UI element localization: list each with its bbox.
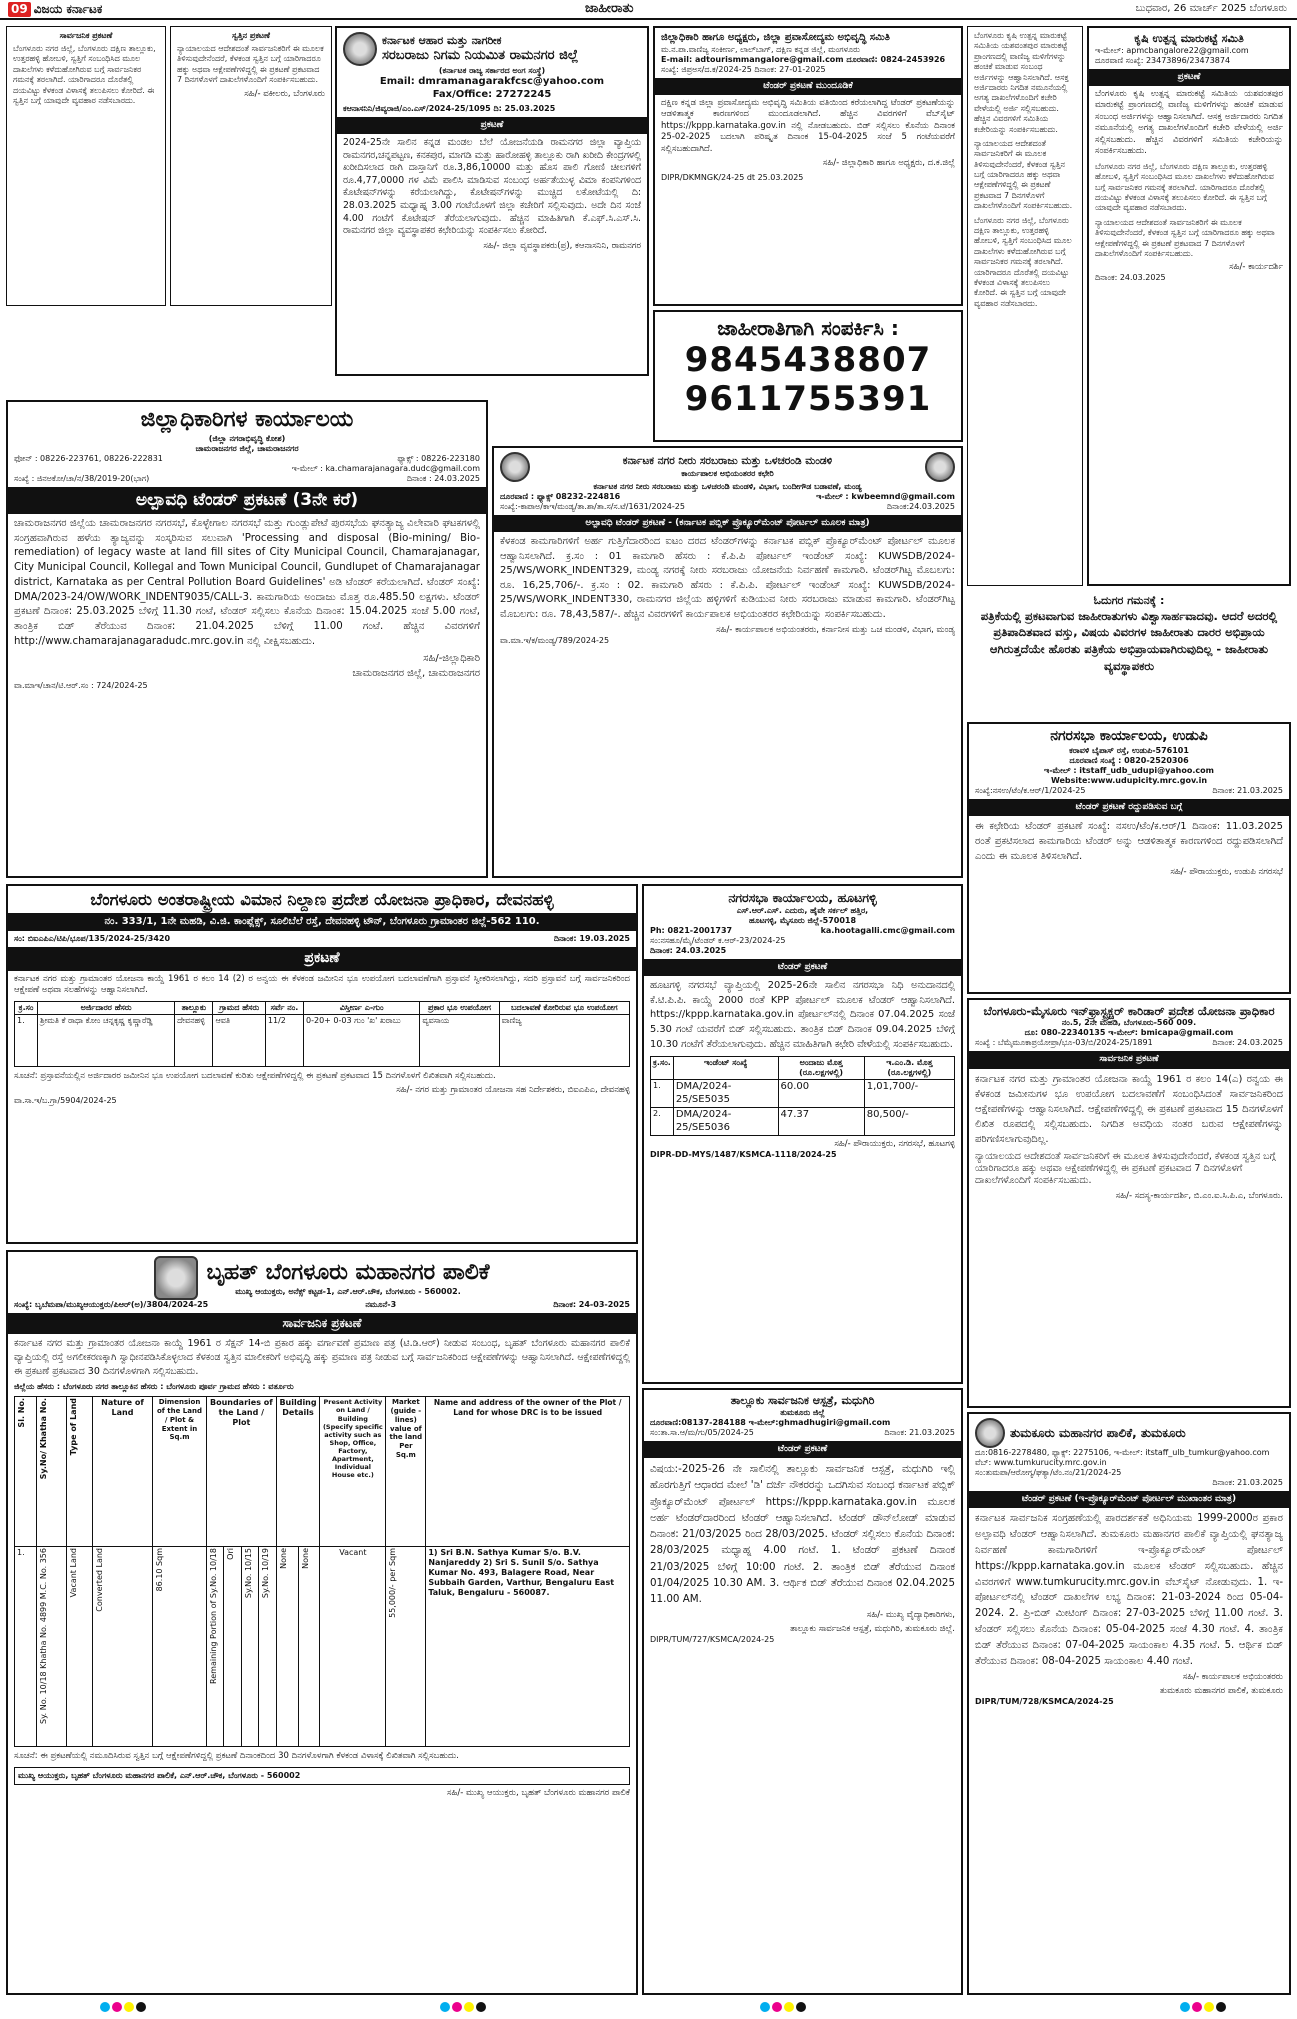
madhugiri-subtitle: ತುಮಕೂರು ಜಿಲ್ಲೆ xyxy=(780,1407,825,1417)
bmicapa-body: ಕರ್ನಾಟಕ ನಗರ ಮತ್ತು ಗ್ರಾಮಾಂತರ ಯೋಜನಾ ಕಾಯ್ದೆ 1961 ರ ಕಲಂ 14(ಎ) ರನ್ವಯ ಈ ಕೆಳಕಂಡ ಜಮೀನುಗಳ ಭೂ ಉಪಯೋಗ ಬದಲಾವಣೆಗೆ ಸಂಬಂಧಿಸಿದಂತೆ ಸಾರ್ವಜನಿಕರಿಂದ ಆಕ್ಷೇಪಣೆಗಳನ್ನು ಆಹ್ವಾನಿಸಲಾಗಿದೆ. ಆಕ್ಷೇಪಣೆಗಳಿದ್ದಲ್ಲಿ ಈ ಪ್ರಕಟಣೆ ಪ್ರಕಟವಾದ 15 ದಿನಗಳೊಳಗೆ ಲಿಖಿತ ರೂಪದಲ್ಲಿ ಸಲ್ಲಿಸಬಹುದು. ನಿಗದಿತ ಅವಧಿಯ ನಂತರ ಬರುವ ಆಕ್ಷೇಪಣೆಗಳನ್ನು ಪರಿಗಣಿಸಲಾಗುವುದಿಲ್ಲ. xyxy=(975,1073,1283,1145)
madhugiri-sign-2: ತಾಲ್ಲೂಕು ಸಾರ್ವಜನಿಕ ಆಸ್ಪತ್ರೆ, ಮಧುಗಿರಿ, ತುಮಕೂರು ಜಿಲ್ಲೆ. xyxy=(790,1624,955,1635)
table-cell: ವಾಣಿಜ್ಯ xyxy=(499,1014,629,1066)
col2-title: ಸ್ವತ್ತಿನ ಪ್ರಕಟಣೆ xyxy=(232,31,270,40)
hootagalli-table-header xyxy=(651,1057,955,1080)
bbmp-sign: ಸಹಿ/- ಮುಖ್ಯ ಆಯುಕ್ತರು, ಬೃಹತ್ ಬೆಂಗಳೂರು ಮಹಾನಗರ ಪಾಲಿಕೆ xyxy=(447,1787,630,1798)
col1-title: ಸಾರ್ವಜನಿಕ ಪ್ರಕಟಣೆ xyxy=(59,31,113,40)
food-title-2: ಸರಬರಾಜು ನಿಗಮ ನಿಯಮಿತ ರಾಮನಗರ ಜಿಲ್ಲೆ xyxy=(382,47,579,63)
bbmp-address: ಮುಖ್ಯ ಆಯುಕ್ತರು, ಅನೆಕ್ಸ್ ಕಟ್ಟಡ-1, ಎನ್.ಆರ್.ಚೌಕ, ಬೆಂಗಳೂರು - 560002. xyxy=(235,1286,461,1296)
hootagalli-address-1: ಎಸ್.ಆರ್.ಎಸ್. ಎದುರು, ಹೈವೇ ಸರ್ಕಲ್ ಹತ್ತಿರ, xyxy=(736,905,869,915)
table-cell: 47.37 xyxy=(778,1108,864,1136)
table-cell: 55,000/- per Sqm xyxy=(388,1548,398,1619)
table-cell: None xyxy=(300,1548,310,1570)
table-header-cell: ಕ್ರ.ಸಂ. xyxy=(651,1057,674,1080)
bmicapa-phone: ದೂ: 080-22340135 ಇ-ಮೇಲ್: bmicapa@gmail.com xyxy=(1024,1028,1234,1038)
bbmp-date: ದಿನಾಂಕ: 24-03-2025 xyxy=(553,1300,630,1309)
apmc-title: ಕೃಷಿ ಉತ್ಪನ್ನ ಮಾರುಕಟ್ಟೆ ಸಮಿತಿ xyxy=(1134,32,1244,45)
tumkur-sign-2: ತುಮಕೂರು ಮಹಾನಗರ ಪಾಲಿಕೆ, ತುಮಕೂರು xyxy=(1159,1686,1283,1696)
madhugiri-code: DIPR/TUM/727/KSMCA/2024-25 xyxy=(650,1634,775,1644)
bbmp-notice xyxy=(6,1250,638,1995)
tourism-sign: ಸಹಿ/- ಜಿಲ್ಲಾಧಿಕಾರಿ ಹಾಗೂ ಅಧ್ಯಕ್ಷರು, ದ.ಕ.ಜಿಲ್ಲೆ xyxy=(822,158,955,169)
cnr-fax: ಫ್ಯಾಕ್ಸ್ : 08226-223180 xyxy=(397,453,480,463)
food-fax: Fax/Office: 27272245 xyxy=(432,88,552,100)
karnataka-map-icon xyxy=(925,452,955,482)
table-header-cell: ತಾಲ್ಲೂಕು xyxy=(175,1001,213,1014)
cnr-bar: ಅಲ್ಪಾವಧಿ ಟೆಂಡರ್ ಪ್ರಕಟಣೆ (3ನೇ ಕರೆ) xyxy=(8,487,486,514)
bmicapa-ref: ಸಂಖ್ಯೆ : ಬೆಮೈಮೂಕಾಪ್ರಯೋಪ್ರಾ/ಭೂ-03/ಬಿ/2024-25/1891 xyxy=(975,1038,1153,1048)
kuwssb-logo xyxy=(500,452,530,482)
hootagalli-table xyxy=(650,1056,955,1136)
bial-title: ಬೆಂಗಳೂರು ಅಂತರಾಷ್ಟ್ರೀಯ ವಿಮಾನ ನಿಲ್ದಾಣ ಪ್ರದೇಶ ಯೋಜನಾ ಪ್ರಾಧಿಕಾರ, ದೇವನಹಳ್ಳಿ xyxy=(90,890,554,909)
table-header-cell: Boundaries of the Land / Plot xyxy=(207,1397,277,1547)
bial-sign: ಸಹಿ/- ನಗರ ಮತ್ತು ಗ್ರಾಮಾಂತರ ಯೋಜನಾ ಸಹ ನಿರ್ದೇಶಕರು, ಬಿಐಎಪಿಎ, ದೇವನಹಳ್ಳಿ xyxy=(396,1085,630,1096)
apmc-body-2: ಬೆಂಗಳೂರು ನಗರ ಜಿಲ್ಲೆ, ಬೆಂಗಳೂರು ದಕ್ಷಿಣ ತಾಲ್ಲೂಕು, ಉತ್ತರಹಳ್ಳಿ ಹೋಬಳಿ, ಸ್ವತ್ತಿಗೆ ಸಂಬಂಧಿಸಿದ ಮೂಲ ದಾಖಲೆಗಳು ಕಳೆದುಹೋಗಿರುವ ಬಗ್ಗೆ ಸಾರ್ವಜನಿಕರ ಗಮನಕ್ಕೆ ತರಲಾಗಿದೆ. ಯಾರಿಗಾದರೂ ದೊರೆತಲ್ಲಿ ದಯವಿಟ್ಟು ಕೆಳಕಂಡ ವಿಳಾಸಕ್ಕೆ ತಲುಪಿಸಲು ಕೋರಿದೆ. ಈ ಸ್ವತ್ತಿನ ಬಗ್ಗೆ ಯಾವುದೇ ವ್ಯವಹಾರ ನಡೆಸಬಾರದು. xyxy=(1095,161,1274,213)
udupi-sign: ಸಹಿ/- ಪೌರಾಯುಕ್ತರು, ಉಡುಪಿ ನಗರಸಭೆ xyxy=(1170,866,1283,877)
table-header-cell: Building Details xyxy=(276,1397,320,1547)
cnr-phone: ಫೋನ್ : 08226-223761, 08226-222831 xyxy=(14,453,163,463)
udupi-notice xyxy=(967,722,1291,994)
udupi-title: ನಗರಸಭಾ ಕಾರ್ಯಾಲಯ, ಉಡುಪಿ xyxy=(1050,728,1208,744)
kuwssb-subtitle: ಕಾರ್ಯಪಾಲಕ ಅಭಿಯಂತರರ ಕಛೇರಿ xyxy=(681,468,774,478)
kuwssb-email: ಇ-ಮೇಲ್ : kwbeemnd@gmail.com xyxy=(816,492,955,501)
bial-table xyxy=(14,1001,630,1067)
apmc-phone: ದೂರವಾಣಿ ಸಂಖ್ಯೆ: 23473896/23473874 xyxy=(1095,55,1231,65)
hootagalli-code: DIPR-DD-MYS/1487/KSMCA-1118/2024-25 xyxy=(650,1149,837,1159)
madhugiri-ref: ಸಂ:ತಾ.ಸಾ.ಆ/ಮ/ಗು/05/2024-25 xyxy=(650,1427,754,1437)
table-cell: 0-20+ 0-03 ಗುಂ 'ಖ' ಖರಾಬು xyxy=(304,1014,420,1066)
udupi-bar: ಟೆಂಡರ್ ಪ್ರಕಟಣೆ ರದ್ದುಪಡಿಸುವ ಬಗ್ಗೆ xyxy=(969,799,1289,816)
food-subtitle: (ಕರ್ನಾಟಕ ರಾಜ್ಯ ಸರ್ಕಾರದ ಅಂಗ ಸಂಸ್ಥೆ) xyxy=(438,66,546,75)
page-number: 09 xyxy=(8,2,31,17)
hootagalli-body: ಹೂಟಗಳ್ಳಿ ನಗರಸಭೆ ವ್ಯಾಪ್ತಿಯಲ್ಲಿ 2025-26ನೇ ಸಾಲಿನ ನಗರಸಭಾ ನಿಧಿ ಅನುದಾನದಲ್ಲಿ ಕೆ.ಟಿ.ಪಿ.ಪಿ. ಕಾಯ್ದೆ 2000 ರಂತೆ KPP ಪೋರ್ಟಲ್ ಮೂಲಕ ಟೆಂಡರ್ ಆಹ್ವಾನಿಸಲಾಗಿದೆ. https://kppp.karnataka.gov.in ಪೋರ್ಟಲ್‌ನಲ್ಲಿ ದಿನಾಂಕ 07.04.2025 ಸಂಜೆ 5.30 ಗಂಟೆ ಯವರೆಗೆ ಬಿಡ್ ಸಲ್ಲಿಸಬಹುದು. ತಾಂತ್ರಿಕ ಬಿಡ್ ದಿನಾಂಕ 09.04.2025 ಬೆಳಿಗ್ಗೆ 10.30 ಗಂಟೆಗೆ ತೆರೆಯಲಾಗುವುದು. ಹೆಚ್ಚಿನ ಮಾಹಿತಿಗಾಗಿ ಕಛೇರಿ ವೇಳೆಯಲ್ಲಿ ಸಂಪರ್ಕಿಸಬಹುದು. xyxy=(650,979,955,1050)
bbmp-bar: ಸಾರ್ವಜನಿಕ ಪ್ರಕಟಣೆ xyxy=(8,1313,636,1334)
tourism-ref: ಸಂಖ್ಯೆ: ಜಿಪ್ರಅಸ/ದ.ಕ/2024-25 ದಿನಾಂಕ: 27-01-2025 xyxy=(661,64,826,74)
hootagalli-date: ದಿನಾಂಕ: 24.03.2025 xyxy=(650,945,727,955)
cnr-subtitle: (ಜಿಲ್ಲಾ ನಗರಾಭಿವೃದ್ಧಿ ಕೋಶ) xyxy=(208,433,286,443)
contact-phone-1[interactable]: 9845438807 xyxy=(684,340,932,380)
section-title: ಜಾಹೀರಾತು xyxy=(585,1,634,16)
hootagalli-bar: ಟೆಂಡರ್ ಪ್ರಕಟಣೆ xyxy=(644,959,961,976)
kuwssb-code: ವಾ.ಮಾ.ಇ/ಕ/ಮಂಡ್ಯ/789/2024-25 xyxy=(500,635,610,645)
col3-body: ಬೆಂಗಳೂರು ಕೃಷಿ ಉತ್ಪನ್ನ ಮಾರುಕಟ್ಟೆ ಸಮಿತಿಯ ಯಶವಂತಪುರ ಮಾರುಕಟ್ಟೆ ಪ್ರಾಂಗಣದಲ್ಲಿ ವಾಣಿಜ್ಯ ಮಳಿಗೆಗಳನ್ನು ಹಂಚಿಕೆ ಮಾಡುವ ಸಂಬಂಧ ಅರ್ಜಿಗಳನ್ನು ಆಹ್ವಾನಿಸಲಾಗಿದೆ. ಆಸಕ್ತ ಅರ್ಜಿದಾರರು ನಿಗದಿತ ನಮೂನೆಯಲ್ಲಿ ಅಗತ್ಯ ದಾಖಲೆಗಳೊಂದಿಗೆ ಕಚೇರಿ ವೇಳೆಯಲ್ಲಿ ಅರ್ಜಿ ಸಲ್ಲಿಸಬಹುದು. ಹೆಚ್ಚಿನ ವಿವರಗಳಿಗೆ ಸಮಿತಿಯ ಕಚೇರಿಯನ್ನು ಸಂಪರ್ಕಿಸಬಹುದು. xyxy=(974,31,1069,134)
table-cell: 11/2 xyxy=(265,1014,303,1066)
table-cell: Remaining Portion of Sy.No. 10/18 xyxy=(209,1548,218,1685)
hootagalli-sign: ಸಹಿ/- ಪೌರಾಯುಕ್ತರು, ನಗರಸಭೆ, ಹೂಟಗಳ್ಳಿ xyxy=(834,1139,955,1150)
tumkur-date: ದಿನಾಂಕ: 21.03.2025 xyxy=(1212,1478,1283,1487)
madhugiri-title: ತಾಲ್ಲೂಕು ಸಾರ್ವಜನಿಕ ಆಸ್ಪತ್ರೆ, ಮಧುಗಿರಿ xyxy=(730,1394,875,1407)
table-header-cell: ಇಂಡೆಂಟ್ ಸಂಖ್ಯೆ xyxy=(673,1057,778,1080)
apmc-notice xyxy=(1087,26,1291,586)
udupi-phone: ದೂರವಾಣಿ ಸಂಖ್ಯೆ : 0820-2520306 xyxy=(1069,755,1189,765)
food-email: Email: dmramanagarakfcsc@yahoo.com xyxy=(379,76,605,87)
tourism-email: E-mail: adtourismmangalore@gmail.com ದೂರವಾಣಿ: 0824-2453926 xyxy=(661,54,946,64)
table-header-cell: ಸರ್ವೆ ನಂ. xyxy=(265,1001,303,1014)
food-sign: ಸಹಿ/- ಜಿಲ್ಲಾ ವ್ಯವಸ್ಥಾಪಕರು(ಪ್ರ), ಕಆನಾಸನಿನಿ, ರಾಮನಗರ xyxy=(483,240,641,251)
apmc-bar: ಪ್ರಕಟಣೆ xyxy=(1089,69,1289,86)
kuwssb-body: ಕೆಳಕಂಡ ಕಾಮಗಾರಿಗಳಿಗೆ ಅರ್ಹ ಗುತ್ತಿಗೆದಾರರಿಂದ ಐಟಂ ದರದ ಟೆಂಡರ್‌ಗಳನ್ನು ಕರ್ನಾಟಕ ಪಬ್ಲಿಕ್ ಪ್ರೊಕ್ಯೂರ್‌ಮೆಂಟ್ ಪೋರ್ಟಲ್ ಮೂಲಕ ಆಹ್ವಾನಿಸಲಾಗಿದೆ. ಕ್ರ.ಸಂ : 01 ಕಾಮಗಾರಿ ಹೆಸರು : ಕೆ.ಪಿ.ಪಿ ಪೋರ್ಟಲ್ ಇಂಡೆಂಟ್ ಸಂಖ್ಯೆ: KUWSDB/2024-25/WS/WORK_INDENT329, ಮಂಡ್ಯ ನಗರಕ್ಕೆ ನೀರು ಸರಬರಾಜು ಯೋಜನೆಯ ನಿರ್ವಹಣೆ ಕಾಮಗಾರಿ. ಟೆಂಡರ್‌ಗಿಟ್ಟ ಮೊಬಲಗು: ರೂ. 16,25,706/-. ಕ್ರ.ಸಂ : 02. ಕಾಮಗಾರಿ ಹೆಸರು : ಕೆ.ಪಿ.ಪಿ. ಪೋರ್ಟಲ್ ಇಂಡೆಂಟ್ ಸಂಖ್ಯೆ: KUWSDB/2024-25/WS/WORK_INDENT330, ರಾಮನಗರ ಜಿಲ್ಲೆಯ ಹಳ್ಳಿಗಳಿಗೆ ಕುಡಿಯುವ ನೀರು ಸರಬರಾಜು ಮಾಡುವ ಕಾಮಗಾರಿ. ಟೆಂಡರ್‌ಗಿಟ್ಟ ಮೊಬಲಗು: ರೂ. 78,43,587/-. ಹೆಚ್ಚಿನ ವಿವರಗಳಿಗೆ ಕಾರ್ಯಪಾಲಕ ಅಭಿಯಂತರರ ಕಛೇರಿಯನ್ನು ಸಂಪರ್ಕಿಸಬಹುದು. xyxy=(500,536,955,620)
bmicapa-notice xyxy=(967,998,1291,1408)
bbmp-form: ನಮೂನೆ-3 xyxy=(365,1300,397,1309)
bmicapa-title: ಬೆಂಗಳೂರು-ಮೈಸೂರು ಇನ್‌ಫ್ರಾಸ್ಟ್ರಕ್ಚರ್ ಕಾರಿಡಾರ್ ಪ್ರದೇಶ ಯೋಜನಾ ಪ್ರಾಧಿಕಾರ xyxy=(983,1004,1275,1018)
table-header-cell: Type of Land xyxy=(69,1398,78,1456)
col1-body: ಬೆಂಗಳೂರು ನಗರ ಜಿಲ್ಲೆ, ಬೆಂಗಳೂರು ದಕ್ಷಿಣ ತಾಲ್ಲೂಕು, ಉತ್ತರಹಳ್ಳಿ ಹೋಬಳಿ, ಸ್ವತ್ತಿಗೆ ಸಂಬಂಧಿಸಿದ ಮೂಲ ದಾಖಲೆಗಳು ಕಳೆದುಹೋಗಿರುವ ಬಗ್ಗೆ ಸಾರ್ವಜನಿಕರ ಗಮನಕ್ಕೆ ತರಲಾಗಿದೆ. ಯಾರಿಗಾದರೂ ದೊರೆತಲ್ಲಿ ದಯವಿಟ್ಟು ಕೆಳಕಂಡ ವಿಳಾಸಕ್ಕೆ ತಲುಪಿಸಲು ಕೋರಿದೆ. ಈ ಸ್ವತ್ತಿನ ಬಗ್ಗೆ ಯಾವುದೇ ವ್ಯವಹಾರ ನಡೆಸಬಾರದು. xyxy=(13,44,156,105)
table-header-cell: Dimension of the Land / Plot & Extent in Sq.m xyxy=(153,1397,207,1547)
chamarajanagar-notice xyxy=(6,400,488,878)
table-header-cell: ಇ.ಎಂ.ಡಿ. ಮೊತ್ತ (ರೂ.ಲಕ್ಷಗಳಲ್ಲಿ) xyxy=(864,1057,954,1080)
food-bar: ಪ್ರಕಟಣೆ xyxy=(337,117,647,134)
madhugiri-sign-1: ಸಹಿ/- ಮುಖ್ಯ ವೈದ್ಯಾಧಿಕಾರಿಗಳು, xyxy=(866,1610,955,1621)
udupi-body: ಈ ಕಛೇರಿಯ ಟೆಂಡರ್ ಪ್ರಕಟಣೆ ಸಂಖ್ಯೆ: ನಸಉ/ಟೆಂ/ಕ.ಆರ್/1 ದಿನಾಂಕ: 11.03.2025 ರಂತೆ ಪ್ರಕಟಿಸಲಾದ ಕಾಮಗಾರಿಯ ಟೆಂಡರ್ ಅನ್ನು ಆಡಳಿತಾತ್ಮಕ ಕಾರಣಗಳಿಂದ ರದ್ದುಪಡಿಸಲಾಗಿದೆ ಎಂದು ಈ ಮೂಲಕ ತಿಳಿಸಲಾಗಿದೆ. xyxy=(975,820,1283,862)
kuwssb-bar: ಅಲ್ಪಾವಧಿ ಟೆಂಡರ್ ಪ್ರಕಟಣೆ - (ಕರ್ನಾಟಕ ಪಬ್ಲಿಕ್ ಪ್ರೊಕ್ಯೂರ್‌ಮೆಂಟ್ ಪೋರ್ಟಲ್ ಮೂಲಕ ಮಾತ್ರ) xyxy=(494,515,961,532)
bmicapa-sign: ಸಹಿ/- ಸದಸ್ಯ-ಕಾರ್ಯದರ್ಶಿ, ಬಿ.ಎಂ.ಐ.ಸಿ.ಪಿ.ಎ, ಬೆಂಗಳೂರು. xyxy=(1115,1190,1283,1201)
table-header-cell: ಅರ್ಜಿದಾರರ ಹೆಸರು xyxy=(38,1001,175,1014)
kuwssb-phone: ದೂರವಾಣಿ : ಫ್ಯಾಕ್ಸ್ 08232-224816 xyxy=(500,492,621,501)
newspaper-name: ವಿಜಯ ಕರ್ನಾಟಕ xyxy=(33,2,103,16)
contact-title: ಜಾಹೀರಾತಿಗಾಗಿ ಸಂಪರ್ಕಿಸಿ : xyxy=(717,316,899,340)
kuwssb-sign: ಸಹಿ/- ಕಾರ್ಯಪಾಲಕ ಅಭಿಯಂತರರು, ಕರ್ನಾನೀಸ ಮತ್ತು ಒಚ ಮಂಡಳಿ, ವಿಭಾಗ, ಮಂಡ್ಯ xyxy=(716,625,955,636)
reader-notice-body: ಪತ್ರಿಕೆಯಲ್ಲಿ ಪ್ರಕಟವಾಗುವ ಜಾಹೀರಾತುಗಳು ವಿಶ್ವಾಸಾರ್ಹವಾದವು. ಆದರೆ ಅದರಲ್ಲಿ ಪ್ರತಿಪಾದಿತವಾದ ವಸ್ತು, ವಿಷಯ ವಿವರಗಳ ಜಾಹೀರಾತು ದಾರರ ಅಭಿಪ್ರಾಯ ಆಗಿರುತ್ತದೆಯೇ ಹೊರತು ಪತ್ರಿಕೆಯ ಅಭಿಪ್ರಾಯವಾಗಿರುವುದಿಲ್ಲ - ಜಾಹೀರಾತು ವ್ಯವಸ್ಥಾಪಕರು xyxy=(980,608,1278,673)
cnr-title: ಜಿಲ್ಲಾಧಿಕಾರಿಗಳ ಕಾರ್ಯಾಲಯ xyxy=(140,407,354,432)
kfcsc-logo xyxy=(343,32,377,66)
registration-marks xyxy=(1180,2002,1240,2014)
tourism-code: DIPR/DKMNGK/24-25 dt 25.03.2025 xyxy=(661,172,804,182)
table-header-cell: ವಿಸ್ತೀರ್ಣ ಎ-ಗುಂ xyxy=(304,1001,420,1014)
table-cell: ವ್ಯವಸಾಯ xyxy=(420,1014,499,1066)
bial-notice xyxy=(6,884,638,1244)
madhugiri-body: ವಿಷಯ:-2025-26 ನೇ ಸಾಲಿನಲ್ಲಿ ತಾಲ್ಲೂಕು ಸಾರ್ವಜನಿಕ ಆಸ್ಪತ್ರೆ, ಮಧುಗಿರಿ ಇಲ್ಲಿ ಹೊರಗುತ್ತಿಗೆ ಆಧಾರದ ಮೇಲೆ 'ಡಿ' ದರ್ಜೆ ನೌಕರರನ್ನು ಒದಗಿಸುವ ಸಂಬಂಧ ಕರ್ನಾಟಕ ಪಬ್ಲಿಕ್ ಪ್ರೊಕ್ಯೂರ್‌ಮೆಂಟ್ ಪೋರ್ಟಲ್ https://kppp.karnataka.gov.in ಮೂಲಕ ಅರ್ಹ ಟೆಂಡರ್‌ದಾರರಿಂದ ಟೆಂಡರ್ ಆಹ್ವಾನಿಸಲಾಗಿದೆ. ಟೆಂಡರ್ ಡೌನ್‌ಲೋಡ್ ಮಾಡುವ ದಿನಾಂಕ: 21/03/2025 ರಿಂದ 28/03/2025. ಟೆಂಡರ್ ಸಲ್ಲಿಸಲು ಕೊನೆಯ ದಿನಾಂಕ: 28/03/2025 ಮಧ್ಯಾಹ್ನ 4.00 ಗಂಟೆ. 1. ಟೆಂಡರ್ ಪ್ರಕಟಣೆ ದಿನಾಂಕ 21/03/2025 ಬೆಳಿಗ್ಗೆ 10:00 ಗಂಟೆ. 2. ತಾಂತ್ರಿಕ ಬಿಡ್ ತೆರೆಯುವ ದಿನಾಂಕ 01/04/2025 10.30 AM. 3. ಆರ್ಥಿಕ ಬಿಡ್ ತೆರೆಯುವ ದಿನಾಂಕ 02.04.2025 11.00 AM. xyxy=(650,1463,955,1606)
table-header-cell: ಕ್ರ.ಸಂ xyxy=(15,1001,38,1014)
bmicapa-bar: ಸಾರ್ವಜನಿಕ ಪ್ರಕಟಣೆ xyxy=(969,1051,1289,1068)
udupi-date: ದಿನಾಂಕ: 21.03.2025 xyxy=(1212,785,1283,795)
cnr-sign-2: ಚಾಮರಾಜನಗರ ಜಿಲ್ಲೆ, ಚಾಮರಾಜನಗರ xyxy=(352,668,480,680)
udupi-email: ಇ-ಮೇಲ್ : itstaff_udb_udupi@yahoo.com xyxy=(1044,765,1214,775)
table-header-cell: Sy.No/ Khatha No. xyxy=(39,1398,48,1480)
table-cell: ಆವತಿ xyxy=(213,1014,265,1066)
food-dept-notice xyxy=(335,26,649,376)
bial-note: ಸೂಚನೆ: ಪ್ರಸ್ತಾವನೆಯಲ್ಲಿನ ಅರ್ಜಿದಾರರ ಜಮೀನಿನ ಭೂ ಉಪಯೋಗ ಬದಲಾವಣೆ ಕುರಿತು ಆಕ್ಷೇಪಣೆಗಳಿದ್ದಲ್ಲಿ ಈ ಪ್ರಕಟಣೆ ಪ್ರಕಟವಾದ 15 ದಿನಗಳೊಳಗೆ ಲಿಖಿತವಾಗಿ ಸಲ್ಲಿಸಬಹುದು. xyxy=(14,1070,496,1081)
cnr-sign-1: ಸಹಿ/-ಜಿಲ್ಲಾಧಿಕಾರಿ xyxy=(423,652,480,664)
col2-body: ನ್ಯಾಯಾಲಯದ ಆದೇಶದಂತೆ ಸಾರ್ವಜನಿಕರಿಗೆ ಈ ಮೂಲಕ ತಿಳಿಸುವುದೇನೆಂದರೆ, ಕೆಳಕಂಡ ಸ್ವತ್ತಿನ ಬಗ್ಗೆ ಯಾರಿಗಾದರೂ ಹಕ್ಕು ಅಥವಾ ಆಕ್ಷೇಪಣೆಗಳಿದ್ದಲ್ಲಿ ಈ ಪ್ರಕಟಣೆ ಪ್ರಕಟವಾದ 7 ದಿನಗಳೊಳಗೆ ದಾಖಲೆಗಳೊಂದಿಗೆ ಸಂಪರ್ಕಿಸಬಹುದು. xyxy=(177,44,324,85)
tourism-bar: ಟೆಂಡರ್ ಪ್ರಕಟಣೆ ಮುಂದೂಡಿಕೆ xyxy=(655,78,961,95)
food-ref: ಕಆನಾಸನಿನಿ/ಜಿವ್ಯರಾಜಿ/ಎಂ.ಎಸ್/2024-25/1095 ದಿ: 25.03.2025 xyxy=(343,104,556,113)
col3-body-2: ನ್ಯಾಯಾಲಯದ ಆದೇಶದಂತೆ ಸಾರ್ವಜನಿಕರಿಗೆ ಈ ಮೂಲಕ ತಿಳಿಸುವುದೇನೆಂದರೆ, ಕೆಳಕಂಡ ಸ್ವತ್ತಿನ ಬಗ್ಗೆ ಯಾರಿಗಾದರೂ ಹಕ್ಕು ಅಥವಾ ಆಕ್ಷೇಪಣೆಗಳಿದ್ದಲ್ಲಿ ಈ ಪ್ರಕಟಣೆ ಪ್ರಕಟವಾದ 7 ದಿನಗಳೊಳಗೆ ದಾಖಲೆಗಳೊಂದಿಗೆ ಸಂಪರ್ಕಿಸಬಹುದು. xyxy=(974,138,1073,211)
tumkur-bar: ಟೆಂಡರ್ ಪ್ರಕಟಣೆ (ಇ-ಪ್ರೊಕ್ಯೂರ್‌ಮೆಂಟ್ ಪೋರ್ಟಲ್ ಮುಖಾಂತರ ಮಾತ್ರ) xyxy=(969,1491,1289,1508)
madhugiri-notice xyxy=(642,1388,963,1995)
table-cell: Vacant xyxy=(320,1547,386,1747)
apmc-body: ಬೆಂಗಳೂರು ಕೃಷಿ ಉತ್ಪನ್ನ ಮಾರುಕಟ್ಟೆ ಸಮಿತಿಯ ಯಶವಂತಪುರ ಮಾರುಕಟ್ಟೆ ಪ್ರಾಂಗಣದಲ್ಲಿ ವಾಣಿಜ್ಯ ಮಳಿಗೆಗಳನ್ನು ಹಂಚಿಕೆ ಮಾಡುವ ಸಂಬಂಧ ಅರ್ಜಿಗಳನ್ನು ಆಹ್ವಾನಿಸಲಾಗಿದೆ. ಆಸಕ್ತ ಅರ್ಜಿದಾರರು ನಿಗದಿತ ನಮೂನೆಯಲ್ಲಿ ಅಗತ್ಯ ದಾಖಲೆಗಳೊಂದಿಗೆ ಕಚೇರಿ ವೇಳೆಯಲ್ಲಿ ಅರ್ಜಿ ಸಲ್ಲಿಸಬಹುದು. ಹೆಚ್ಚಿನ ವಿವರಗಳಿಗೆ ಸಮಿತಿಯ ಕಚೇರಿಯನ್ನು ಸಂಪರ್ಕಿಸಬಹುದು. xyxy=(1095,89,1283,157)
advert-contact xyxy=(653,310,963,442)
kuwssb-ref: ಸಂಖ್ಯೆ:-ಕಾಪಾಅ/ಕಾಇ/ಮಂಡ್ಯ/ತಾ.ಶಾ/ತಾ.ಸ/ಸ.ಟೆ/1631/2024-25 xyxy=(500,502,685,511)
tourism-title: ಜಿಲ್ಲಾಧಿಕಾರಿ ಹಾಗೂ ಅಧ್ಯಕ್ಷರು, ಜಿಲ್ಲಾ ಪ್ರವಾಸೋದ್ಯಮ ಅಭಿವೃದ್ಧಿ ಸಮಿತಿ xyxy=(661,32,890,43)
table-header-cell: ಬದಲಾವಣೆ ಕೋರಿರುವ ಭೂ ಉಪಯೋಗ xyxy=(499,1001,629,1014)
table-cell: 80,500/- xyxy=(864,1108,954,1136)
bmicapa-address: ನಂ.5, 2ನೇ ಮಹಡಿ, ಬೆಂಗಳೂರು-560 009. xyxy=(1061,1018,1197,1028)
classified-column-2 xyxy=(170,26,332,306)
table-cell: 86.10 Sqm xyxy=(155,1548,164,1592)
table-cell: ದೇವನಹಳ್ಳಿ xyxy=(175,1014,213,1066)
table-header-cell: ಗ್ರಾಮದ ಹೆಸರು xyxy=(213,1001,265,1014)
udupi-address: ಕರಾವಳಿ ಬೈಪಾಸ್ ರಸ್ತೆ, ಉಡುಪಿ-576101 xyxy=(1069,745,1189,755)
page-header xyxy=(0,0,1297,20)
tumkur-title: ತುಮಕೂರು ಮಹಾನಗರ ಪಾಲಿಕೆ, ತುಮಕೂರು xyxy=(1010,1425,1186,1440)
table-header-cell: ಪ್ರಕಾರ ಭೂ ಉಪಯೋಗ xyxy=(420,1001,499,1014)
table-cell: Vacant Land xyxy=(69,1548,78,1598)
table-cell: 60.00 xyxy=(778,1080,864,1108)
contact-phone-2[interactable]: 9611755391 xyxy=(684,379,932,420)
bbmp-address-row: ಮುಖ್ಯ ಆಯುಕ್ತರು, ಬೃಹತ್ ಬೆಂಗಳೂರು ಮಹಾನಗರ ಪಾಲಿಕೆ, ಎನ್.ಆರ್.ಚೌಕ, ಬೆಂಗಳೂರು - 560002 xyxy=(14,1767,630,1785)
bial-address: ನಂ. 333/1, 1ನೇ ಮಹಡಿ, ವಿ.ಜಿ. ಕಾಂಪ್ಲೆಕ್ಸ್, ಸೂಲಿಬೆಲೆ ರಸ್ತೆ, ದೇವನಹಳ್ಳಿ ಟೌನ್, ಬೆಂಗಳೂರು ಗ್ರಾಮಾಂತರ ಜಿಲ್ಲೆ-562 110. xyxy=(8,913,636,932)
food-body: 2024-25ನೇ ಸಾಲಿನ ಕನ್ನಡ ಮಂಡಲ ಬೆಲೆ ಯೋಜನೆಯಡಿ ರಾಮನಗರ ಜಿಲ್ಲಾ ವ್ಯಾಪ್ತಿಯ ರಾಮನಗರ,ಚನ್ನಪಟ್ಟಣ, ಕನಕಪುರ, ಮಾಗಡಿ ಮತ್ತು ಹಾರೋಹಳ್ಳಿ ತಾಲ್ಲೂಕು ರಾಗಿ ಖರೀದಿ ಕೇಂದ್ರಗಳಲ್ಲಿ ಖರೀದಿಸಲಾದ ರಾಗಿ ದಾಸ್ತಾನಿಗೆ ರೂ.3,86,10000 ಮತ್ತು ಹೊಸ ಪಾಲಿ ಗೋಣಿ ಚೀಲಗಳಿಗೆ ರೂ.4,77,0000 ಗಳ ವಿಮೆ ಪಾಲಿಸಿ ಮಾಡಿಸುವ ಸಂಬಂಧ ಅರ್ಹತೆಯುಳ್ಳ ವಿಮಾ ಕಂಪನಿಗಳಿಂದ ಕೊಟೇಷನ್‌ಗಳನ್ನು ಕರೆಯಲಾಗಿದ್ದು, ಕೊಟೇಷನ್‌ಗಳನ್ನು ಮುಚ್ಚಿದ ಲಕೋಟೆಯಲ್ಲಿ ದಿ: 28.03.2025 ಮಧ್ಯಾಹ್ನ 3.00 ಗಂಟೆಯೊಳಗೆ ಜಿಲ್ಲಾ ಕಚೇರಿಗೆ ಸಲ್ಲಿಸುವುದು. ಅದೇ ದಿನ ಸಂಜೆ 4.00 ಗಂಟೆಗೆ ಕೊಟೇಷನ್ ತೆರೆಯಲಾಗುವುದು. ಹೆಚ್ಚಿನ ಮಾಹಿತಿಗಾಗಿ ಕೆ.ಎಫ್.ಸಿ.ಎಸ್.ಸಿ. ರಾಮನಗರ ಜಿಲ್ಲಾ ವ್ಯವಸ್ಥಾಪಕರ ಕಛೇರಿಯನ್ನು ಸಂಪರ್ಕಿಸಲು ಕೋರಿದೆ. xyxy=(343,137,641,237)
bial-bar: ಪ್ರಕಟಣೆ xyxy=(8,947,636,971)
registration-marks xyxy=(100,2002,160,2014)
col2-sign: ಸಹಿ/- ವಕೀಲರು, ಬೆಂಗಳೂರು xyxy=(244,88,325,99)
madhugiri-email: ದೂರವಾಣಿ:08137-284188 ಇ-ಮೇಲ್:ghmadhugiri@gmail.com xyxy=(650,1417,891,1427)
hootagalli-title: ನಗರಸಭಾ ಕಾರ್ಯಾಲಯ, ಹೂಟಗಳ್ಳಿ xyxy=(728,890,877,905)
classified-column-3 xyxy=(967,26,1083,586)
table-cell: None xyxy=(278,1548,288,1570)
table-cell: Converted Land xyxy=(95,1548,104,1612)
kuwssb-title: ಕರ್ನಾಟಕ ನಗರ ನೀರು ಸರಬರಾಜು ಮತ್ತು ಒಳಚರಂಡಿ ಮಂಡಳಿ xyxy=(622,455,833,468)
tumkur-notice xyxy=(967,1412,1291,1995)
table-header-cell: Nature of Land xyxy=(93,1397,153,1547)
udupi-ref: ಸಂಖ್ಯೆ:ನಸಉ/ಟೆಂ/ಕ.ಆರ್/1/2024-25 xyxy=(975,785,1086,795)
tumkur-contact: ದೂ:0816-2278480, ಫ್ಯಾಕ್ಸ್: 2275106, ಇ-ಮೇಲ್: itstaff_ulb_tumkur@yahoo.com ವೆಬ್: www.tumkurucity.mrc.gov.in xyxy=(975,1448,1270,1467)
bbmp-building-icon xyxy=(154,1256,198,1300)
tumkur-emblem-icon xyxy=(975,1418,1005,1448)
col3-body-3: ಬೆಂಗಳೂರು ನಗರ ಜಿಲ್ಲೆ, ಬೆಂಗಳೂರು ದಕ್ಷಿಣ ತಾಲ್ಲೂಕು, ಉತ್ತರಹಳ್ಳಿ ಹೋಬಳಿ, ಸ್ವತ್ತಿಗೆ ಸಂಬಂಧಿಸಿದ ಮೂಲ ದಾಖಲೆಗಳು ಕಳೆದುಹೋಗಿರುವ ಬಗ್ಗೆ ಸಾರ್ವಜನಿಕರ ಗಮನಕ್ಕೆ ತರಲಾಗಿದೆ. ಯಾರಿಗಾದರೂ ದೊರೆತಲ್ಲಿ ದಯವಿಟ್ಟು ಕೆಳಕಂಡ ವಿಳಾಸಕ್ಕೆ ತಲುಪಿಸಲು ಕೋರಿದೆ. ಈ ಸ್ವತ್ತಿನ ಬಗ್ಗೆ ಯಾವುದೇ ವ್ಯವಹಾರ ನಡೆಸಬಾರದು. xyxy=(974,215,1072,308)
bial-date: ದಿನಾಂಕ: 19.03.2025 xyxy=(553,934,630,944)
cnr-district: ಚಾಮರಾಜನಗರ ಜಿಲ್ಲೆ, ಚಾಮರಾಜನಗರ xyxy=(195,443,299,453)
table-header-cell: Name and address of the owner of the Plot / Land for whose DRC is to be issued xyxy=(426,1397,630,1547)
table-cell: 1) Sri B.N. Sathya Kumar S/o. B.V. Nanjareddy 2) Sri S. Sunil S/o. Sathya Kumar No. 493, Balagere Road, Near Subbaih Garden, Varthur, Bengaluru East Taluk, Bengaluru - 560087. xyxy=(426,1547,630,1747)
reader-notice xyxy=(967,590,1291,718)
cnr-code: ವಾ.ಮಾಇ/ಚಾನ/ಟಿ.ಆರ್.ಸಂ : 724/2024-25 xyxy=(14,680,148,690)
kuwssb-address: ಕರ್ನಾಟಕ ನಗರ ನೀರು ಸರಬರಾಜು ಮತ್ತು ಒಳಚರಂಡಿ ಮಂಡಳಿ, ವಿಭಾಗ, ಬಂದೀಗೌಡ ಬಡಾವಣೆ, ಮಂಡ್ಯ xyxy=(593,482,862,491)
tourism-notice xyxy=(653,26,963,306)
table-cell: 1,01,700/- xyxy=(864,1080,954,1108)
hootagalli-notice xyxy=(642,884,963,1384)
madhugiri-date: ದಿನಾಂಕ: 21.03.2025 xyxy=(884,1427,955,1437)
bbmp-table-header xyxy=(15,1397,630,1547)
table-cell: 1. xyxy=(15,1547,37,1747)
table-header-cell: ಅಂದಾಜು ಮೊತ್ತ (ರೂ.ಲಕ್ಷಗಳಲ್ಲಿ) xyxy=(778,1057,864,1080)
table-cell: 1. xyxy=(651,1080,674,1108)
registration-marks xyxy=(760,2002,820,2014)
cnr-ref: ಸಂಖ್ಯೆ : ಜಿನಅಕೋ/ಚಾ/ನ/38/2019-20(ಭಾಗ) xyxy=(14,473,150,483)
classified-column-1 xyxy=(6,26,166,306)
tumkur-code: DIPR/TUM/728/KSMCA/2024-25 xyxy=(975,1696,1114,1706)
table-cell: Sy.No. 10/19 xyxy=(261,1548,271,1599)
bbmp-ref: ಸಂಖ್ಯೆ: ಬೃಬೆಮಪಾ/ಮುಖ್ಯಆಯುಕ್ತರು/ಪಿಆರ್(ಅ)/3804/2024-25 xyxy=(14,1300,209,1309)
bbmp-body: ಕರ್ನಾಟಕ ನಗರ ಮತ್ತು ಗ್ರಾಮಾಂತರ ಯೋಜನಾ ಕಾಯ್ದೆ 1961 ರ ಸೆಕ್ಷನ್ 14-ಬಿ ಪ್ರಕಾರ ಹಕ್ಕು ವರ್ಗಾವಣೆ ಪ್ರಮಾಣ ಪತ್ರ (ಟಿ.ಡಿ.ಆರ್) ನೀಡುವ ಸಂಬಂಧ, ಬೃಹತ್ ಬೆಂಗಳೂರು ಮಹಾನಗರ ಪಾಲಿಕೆ ವ್ಯಾಪ್ತಿಯಲ್ಲಿ ರಸ್ತೆ ಅಗಲೀಕರಣಕ್ಕಾಗಿ ಸ್ವಾಧೀನಪಡಿಸಿಕೊಳ್ಳಲಾದ ಕೆಳಕಂಡ ಸ್ವತ್ತಿನ ಮಾಲೀಕರಿಗೆ ಅಭಿವೃದ್ಧಿ ಹಕ್ಕು ಪ್ರಮಾಣ ಪತ್ರ ನೀಡುವ ಬಗ್ಗೆ ಸಾರ್ವಜನಿಕರಿಂದ ಆಕ್ಷೇಪಣೆಗಳನ್ನು ಆಹ್ವಾನಿಸಲಾಗಿದೆ. ಆಕ್ಷೇಪಣೆಗಳಿದ್ದಲ್ಲಿ ಈ ಪ್ರಕಟಣೆ ಪ್ರಕಟವಾದ 30 ದಿನಗಳೊಳಗಾಗಿ ಸಲ್ಲಿಸಬಹುದು. xyxy=(14,1338,630,1377)
date-city: ಬುಧವಾರ, 26 ಮಾರ್ಚ್ 2025 ಬೆಂಗಳೂರು xyxy=(1135,3,1287,14)
table-row xyxy=(15,1547,630,1747)
table-cell: ಶ್ರೀಮತಿ ಕೆ ರಾಧಾ ಕೋಂ ಚನ್ನಕೃಷ್ಣ ಕೃಷ್ಣಾರೆಡ್ಡಿ xyxy=(38,1014,175,1066)
kuwssb-date: ದಿನಾಂಕ:24.03.2025 xyxy=(886,502,955,511)
table-row xyxy=(15,1014,630,1066)
tumkur-sign-1: ಸಹಿ/- ಕಾರ್ಯಪಾಲಕ ಅಭಿಯಂತರರು xyxy=(1182,1672,1283,1683)
table-cell: Ori xyxy=(226,1548,236,1561)
tourism-body: ದಕ್ಷಿಣ ಕನ್ನಡ ಜಿಲ್ಲಾ ಪ್ರವಾಸೋದ್ಯಮ ಅಭಿವೃದ್ಧಿ ಸಮಿತಿಯ ವತಿಯಿಂದ ಕರೆಯಲಾಗಿದ್ದ ಟೆಂಡರ್ ಪ್ರಕಟಣೆಯನ್ನು ಆಡಳಿತಾತ್ಮಕ ಕಾರಣಗಳಿಂದ ಮುಂದೂಡಲಾಗಿದೆ. ಹೆಚ್ಚಿನ ವಿವರಗಳಿಗೆ ವೆಬ್‌ಸೈಟ್ https://kppp.karnataka.gov.in ನಲ್ಲಿ ನೋಡಬಹುದು. ಬಿಡ್ ಸಲ್ಲಿಸಲು ಕೊನೆಯ ದಿನಾಂಕ 25-02-2025 ಬದಲಾಗಿ ಪರಿಷ್ಕೃತ ದಿನಾಂಕ 15-04-2025 ಸಂಜೆ 5 ಗಂಟೆಯವರೆಗೆ ಸಲ್ಲಿಸಬಹುದಾಗಿದೆ. xyxy=(661,97,955,154)
udupi-web: Website:www.udupicity.mrc.gov.in xyxy=(1050,775,1208,785)
madhugiri-bar: ಟೆಂಡರ್ ಪ್ರಕಟಣೆ xyxy=(644,1441,961,1458)
kuwssb-notice xyxy=(492,446,963,878)
table-cell: Sy.No. 10/15 xyxy=(243,1548,253,1599)
bbmp-district-line: ಜಿಲ್ಲೆಯ ಹೆಸರು : ಬೆಂಗಳೂರು ನಗರ ತಾಲ್ಲೂಕಿನ ಹೆಸರು : ಬೆಂಗಳೂರು ಪೂರ್ವ ಗ್ರಾಮದ ಹೆಸರು : ವರ್ತೂರು xyxy=(14,1382,294,1392)
tourism-address: ಮ.ನ.ಪಾ.ವಾಣಿಜ್ಯ ಸಂಕೀರ್ಣ, ಲಾಲ್‌ಬಾಗ್, ದಕ್ಷಿಣ ಕನ್ನಡ ಜಿಲ್ಲೆ, ಮಂಗಳೂರು xyxy=(661,44,860,54)
apmc-email: ಇ-ಮೇಲ್: apmcbangalore22@gmail.com xyxy=(1095,45,1249,55)
table-row xyxy=(651,1080,955,1108)
bial-table-header xyxy=(15,1001,630,1014)
hootagalli-address-2: ಹೂಟಗಳ್ಳಿ, ಮೈಸೂರು ಜಿಲ್ಲೆ-570018 xyxy=(748,915,857,925)
registration-marks xyxy=(440,2002,500,2014)
table-cell: 1. xyxy=(15,1014,38,1066)
table-header-cell: Sl. No. xyxy=(17,1398,26,1428)
table-row xyxy=(651,1108,955,1136)
cnr-email: ಇ-ಮೇಲ್ : ka.chamarajanagara.dudc@gmail.com xyxy=(291,463,480,473)
tumkur-ref: ಸಂ:ತುಮಪಾ/ಆರೋಗ್ಯ/ಘತ್ಯಾ/ಟೆಂ.ನಂ/21/2024-25 xyxy=(975,1468,1122,1477)
bial-body: ಕರ್ನಾಟಕ ನಗರ ಮತ್ತು ಗ್ರಾಮಾಂತರ ಯೋಜನಾ ಕಾಯ್ದೆ 1961 ರ ಕಲಂ 14 (2) ರ ಅನ್ವಯ ಈ ಕೆಳಕಂಡ ಜಮೀನಿನ ಭೂ ಉಪಯೋಗ ಬದಲಾವಣೆಗಾಗಿ ಪ್ರಸ್ತಾವನೆ ಸ್ವೀಕರಿಸಲಾಗಿದ್ದು, ಸದರಿ ಪ್ರಸ್ತಾವನೆ ಬಗ್ಗೆ ಸಾರ್ವಜನಿಕರಿಂದ ಆಕ್ಷೇಪಣೆ ಅಥವಾ ಸಲಹೆಗಳನ್ನು ಆಹ್ವಾನಿಸಲಾಗಿದೆ. xyxy=(14,973,630,996)
food-title-1: ಕರ್ನಾಟಕ ಆಹಾರ ಮತ್ತು ನಾಗರೀಕ xyxy=(382,34,502,47)
table-cell: Sy. No. 10/18 Khatha No. 4899 M.C. No. 356 xyxy=(39,1548,48,1725)
table-cell: 2. xyxy=(651,1108,674,1136)
bial-code: ವಾ.ಸಾ.ಇ/ಬ.ಗ್ರಾ/5904/2024-25 xyxy=(14,1095,117,1105)
cnr-body: ಚಾಮರಾಜನಗರ ಜಿಲ್ಲೆಯ ಚಾಮರಾಜನಗರ ನಗರಸಭೆ, ಕೊಳ್ಳೇಗಾಲ ನಗರಸಭೆ ಮತ್ತು ಗುಂಡ್ಲುಪೇಟೆ ಪುರಸಭೆಯ ಘನತ್ಯಾಜ್ಯ ವಿಲೇವಾರಿ ಘಟಕಗಳಲ್ಲಿ ಸಂಗ್ರಹವಾಗಿರುವ ಹಳೆಯ ತ್ಯಾಜ್ಯವನ್ನು ಸಂಸ್ಕರಿಸುವ ಸಲುವಾಗಿ 'Processing and disposal (Bio-mining/ Bio-remediation) of legacy waste at land fill sites of City Municipal Council, Chamarajanagar, City Municipal Council, Kollegal and Town Municipal Council, Gundlupet of Chamarajanagar district, Karnataka as per Central Pollution Board Guidelines' ಅಡಿ ಟೆಂಡರ್ ಕರೆಯಲಾಗಿದೆ. ಟೆಂಡರ್ ಸಂಖ್ಯೆ: DMA/2023-24/OW/WORK_INDENT9035/CALL-3. ಕಾಮಗಾರಿಯ ಅಂದಾಜು ಮೊತ್ತ ರೂ.485.50 ಲಕ್ಷಗಳು. ಟೆಂಡರ್ ಪ್ರಕಟಣೆ ದಿನಾಂಕ: 25.03.2025 ಬೆಳಿಗ್ಗೆ 11.30 ಗಂಟೆ, ಟೆಂಡರ್ ಸಲ್ಲಿಸಲು ಕೊನೆಯ ದಿನಾಂಕ: 15.04.2025 ಸಂಜೆ 5.00 ಗಂಟೆ, ತಾಂತ್ರಿಕ ಬಿಡ್ ತೆರೆಯುವ ದಿನಾಂಕ: 21.04.2025 ಬೆಳಿಗ್ಗೆ 11.00 ಗಂಟೆ. ಹೆಚ್ಚಿನ ವಿವರಗಳಿಗೆ http://www.chamarajanagaradudc.mrc.gov.in ನಲ್ಲಿ ವೀಕ್ಷಿಸಬಹುದು. xyxy=(14,517,480,647)
hootagalli-email: ka.hootagalli.cmc@gmail.com xyxy=(820,925,955,935)
table-cell: DMA/2024-25/SE5036 xyxy=(673,1108,778,1136)
table-header-cell: Present Activity on Land / Building (Specify specific activity such as Shop, Office, Factory, Apartment, Individual House etc.) xyxy=(320,1397,386,1547)
bmicapa-date: ದಿನಾಂಕ: 24.03.2025 xyxy=(1212,1038,1283,1048)
hootagalli-ref: ಸಂ:ನಸಹೂ/ಮೈ/ಟೆಂಡರ್ ಕ.ಆರ್-23/2024-25 xyxy=(650,935,786,945)
table-header-cell: Market (guide -lines) value of the land Per Sq.m xyxy=(386,1397,426,1547)
cnr-date: ದಿನಾಂಕ : 24.03.2025 xyxy=(406,473,480,483)
bbmp-note: ಸೂಚನೆ: ಈ ಪ್ರಕಟಣೆಯಲ್ಲಿ ನಮೂದಿಸಿರುವ ಸ್ವತ್ತಿನ ಬಗ್ಗೆ ಆಕ್ಷೇಪಣೆಗಳಿದ್ದಲ್ಲಿ ಪ್ರಕಟಣೆ ದಿನಾಂಕದಿಂದ 30 ದಿನಗಳೊಳಗಾಗಿ ಕೆಳಕಂಡ ವಿಳಾಸಕ್ಕೆ ಲಿಖಿತವಾಗಿ ಸಲ್ಲಿಸಬಹುದು. xyxy=(14,1751,459,1762)
reader-notice-title: ಓದುಗರ ಗಮನಕ್ಕೆ : xyxy=(1093,594,1165,607)
bmicapa-body-2: ನ್ಯಾಯಾಲಯದ ಆದೇಶದಂತೆ ಸಾರ್ವಜನಿಕರಿಗೆ ಈ ಮೂಲಕ ತಿಳಿಸುವುದೇನೆಂದರೆ, ಕೆಳಕಂಡ ಸ್ವತ್ತಿನ ಬಗ್ಗೆ ಯಾರಿಗಾದರೂ ಹಕ್ಕು ಅಥವಾ ಆಕ್ಷೇಪಣೆಗಳಿದ್ದಲ್ಲಿ ಈ ಪ್ರಕಟಣೆ ಪ್ರಕಟವಾದ 7 ದಿನಗಳೊಳಗೆ ದಾಖಲೆಗಳೊಂದಿಗೆ ಸಂಪರ್ಕಿಸಬಹುದು. xyxy=(975,1150,1276,1187)
bbmp-title: ಬೃಹತ್ ಬೆಂಗಳೂರು ಮಹಾನಗರ ಪಾಲಿಕೆ xyxy=(206,1260,490,1286)
apmc-date: ದಿನಾಂಕ: 24.03.2025 xyxy=(1095,272,1166,282)
bial-ref: ಸಂ: ಬಿಐಎಪಿಎ/ಟಿಪಿ/ಭೂಪ/135/2024-25/3420 xyxy=(14,934,171,944)
apmc-sign: ಸಹಿ/- ಕಾರ್ಯದರ್ಶಿ xyxy=(1229,262,1283,273)
hootagalli-phone: Ph: 0821-2001737 xyxy=(650,925,733,935)
tumkur-body: ಕರ್ನಾಟಕ ಸಾರ್ವಜನಿಕ ಸಂಗ್ರಹಣೆಯಲ್ಲಿ ಪಾರದರ್ಶಕತೆ ಅಧಿನಿಯಮ 1999-2000ರ ಪ್ರಕಾರ ಅಲ್ಪಾವಧಿ ಟೆಂಡರ್ ಆಹ್ವಾನಿಸಲಾಗಿದೆ. ತುಮಕೂರು ಮಹಾನಗರ ಪಾಲಿಕೆ ವ್ಯಾಪ್ತಿಯಲ್ಲಿ ಘನತ್ಯಾಜ್ಯ ನಿರ್ವಹಣೆ ಕಾಮಗಾರಿಗಳಿಗೆ ಇ-ಪ್ರೊಕ್ಯೂರ್‌ಮೆಂಟ್ ಪೋರ್ಟಲ್ https://kppp.karnataka.gov.in ಮೂಲಕ ಟೆಂಡರ್ ಸಲ್ಲಿಸಬಹುದು. ಹೆಚ್ಚಿನ ವಿವರಗಳಿಗೆ www.tumkurucity.mrc.gov.in ವೆಬ್‌ಸೈಟ್ ನೋಡುವುದು. 1. ಇ-ಪೋರ್ಟಲ್‌ನಲ್ಲಿ ಟೆಂಡರ್ ದಾಖಲೆಗಳ ಲಭ್ಯ ದಿನಾಂಕ: 21-03-2024 ರಿಂದ 05-04-2024. 2. ಪ್ರಿ-ಬಿಡ್ ಮೀಟಿಂಗ್ ದಿನಾಂಕ: 27-03-2025 ಬೆಳಿಗ್ಗೆ 11.00 ಗಂಟೆ. 3. ಟೆಂಡರ್ ಸಲ್ಲಿಸಲು ಕೊನೆಯ ದಿನಾಂಕ: 05-04-2025 ಸಂಜೆ 4.30 ಗಂಟೆ. 4. ತಾಂತ್ರಿಕ ಬಿಡ್ ತೆರೆಯುವ ದಿನಾಂಕ: 07-04-2025 ಸಾಯಂಕಾಲ 4.35 ಗಂಟೆ. 5. ಆರ್ಥಿಕ ಬಿಡ್ ತೆರೆಯುವ ದಿನಾಂಕ: 08-04-2025 ಸಾಯಂಕಾಲ 4.40 ಗಂಟೆ. xyxy=(975,1513,1283,1667)
bbmp-table xyxy=(14,1396,630,1747)
apmc-body-3: ನ್ಯಾಯಾಲಯದ ಆದೇಶದಂತೆ ಸಾರ್ವಜನಿಕರಿಗೆ ಈ ಮೂಲಕ ತಿಳಿಸುವುದೇನೆಂದರೆ, ಕೆಳಕಂಡ ಸ್ವತ್ತಿನ ಬಗ್ಗೆ ಯಾರಿಗಾದರೂ ಹಕ್ಕು ಅಥವಾ ಆಕ್ಷೇಪಣೆಗಳಿದ್ದಲ್ಲಿ ಈ ಪ್ರಕಟಣೆ ಪ್ರಕಟವಾದ 7 ದಿನಗಳೊಳಗೆ ದಾಖಲೆಗಳೊಂದಿಗೆ ಸಂಪರ್ಕಿಸಬಹುದು. xyxy=(1095,217,1275,258)
table-cell: DMA/2024-25/SE5035 xyxy=(673,1080,778,1108)
